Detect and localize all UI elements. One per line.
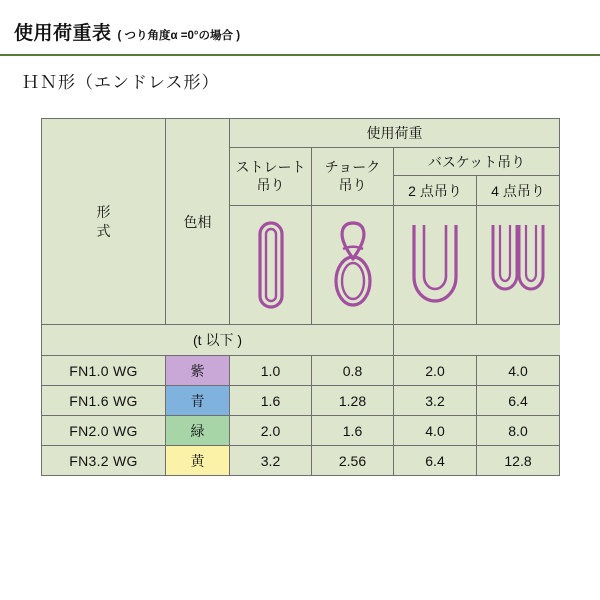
load-table-container bbox=[41, 118, 560, 476]
cell-color-swatch: 黄 bbox=[166, 446, 230, 476]
cell-basket2-value: 4.0 bbox=[394, 416, 477, 446]
cell-model: FN3.2 WG bbox=[42, 446, 166, 476]
cell-straight-value: 1.6 bbox=[230, 386, 312, 416]
cell-basket4-value: 6.4 bbox=[477, 386, 560, 416]
cell-icon-basket-4point bbox=[477, 206, 560, 325]
load-table bbox=[41, 118, 560, 476]
header-straight-line2: 吊り bbox=[256, 176, 285, 193]
sling-straight-icon bbox=[251, 215, 291, 315]
cell-color-swatch: 青 bbox=[166, 386, 230, 416]
page-subtitle: ( つり角度α =0°の場合 ) bbox=[117, 30, 241, 42]
cell-model: FN2.0 WG bbox=[42, 416, 166, 446]
header-straight-line1: ストレート bbox=[235, 159, 306, 175]
cell-model: FN1.0 WG bbox=[42, 356, 166, 386]
cell-choke-value: 1.28 bbox=[312, 386, 394, 416]
header-cell-type bbox=[42, 119, 166, 325]
header-cell-color: 色相 bbox=[166, 119, 230, 325]
section-title: ＨＮ形（エンドレス形） bbox=[22, 73, 220, 92]
sling-choke-icon bbox=[325, 215, 381, 315]
page-title: 使用荷重表 bbox=[14, 23, 112, 44]
sling-basket-2point-icon bbox=[405, 215, 465, 315]
table-header-row-load bbox=[42, 119, 560, 148]
table-row bbox=[42, 446, 560, 476]
cell-model: FN1.6 WG bbox=[42, 386, 166, 416]
cell-choke-value: 0.8 bbox=[312, 356, 394, 386]
sling-basket-4point-icon bbox=[487, 215, 549, 315]
table-row bbox=[42, 386, 560, 416]
cell-color-swatch: 紫 bbox=[166, 356, 230, 386]
header-cell-basket-2point: 2 点吊り bbox=[394, 176, 477, 206]
header-cell-basket: バスケット吊り bbox=[394, 148, 560, 176]
table-row bbox=[42, 356, 560, 386]
cell-basket2-value: 6.4 bbox=[394, 446, 477, 476]
header-cell-load: 使用荷重 bbox=[230, 119, 560, 148]
cell-straight-value: 1.0 bbox=[230, 356, 312, 386]
table-row bbox=[42, 416, 560, 446]
cell-basket2-value: 3.2 bbox=[394, 386, 477, 416]
header-cell-choke bbox=[312, 148, 394, 206]
cell-icon-choke bbox=[312, 206, 394, 325]
header-cell-unit: (t 以下 ) bbox=[42, 325, 394, 356]
cell-basket4-value: 4.0 bbox=[477, 356, 560, 386]
header-choke-line1: チョーク bbox=[324, 159, 381, 175]
cell-basket4-value: 12.8 bbox=[477, 446, 560, 476]
cell-color-swatch: 緑 bbox=[166, 416, 230, 446]
page-header bbox=[0, 12, 600, 56]
cell-choke-value: 1.6 bbox=[312, 416, 394, 446]
cell-icon-straight bbox=[230, 206, 312, 325]
table-header-row-unit bbox=[42, 325, 560, 356]
cell-straight-value: 3.2 bbox=[230, 446, 312, 476]
cell-straight-value: 2.0 bbox=[230, 416, 312, 446]
header-cell-basket-4point: 4 点吊り bbox=[477, 176, 560, 206]
header-choke-line2: 吊り bbox=[338, 176, 367, 193]
header-cell-straight bbox=[230, 148, 312, 206]
cell-basket2-value: 2.0 bbox=[394, 356, 477, 386]
cell-icon-basket-2point bbox=[394, 206, 477, 325]
header-type-line2: 式 bbox=[96, 222, 111, 239]
header-type-line1: 形 bbox=[96, 203, 111, 220]
cell-basket4-value: 8.0 bbox=[477, 416, 560, 446]
cell-choke-value: 2.56 bbox=[312, 446, 394, 476]
